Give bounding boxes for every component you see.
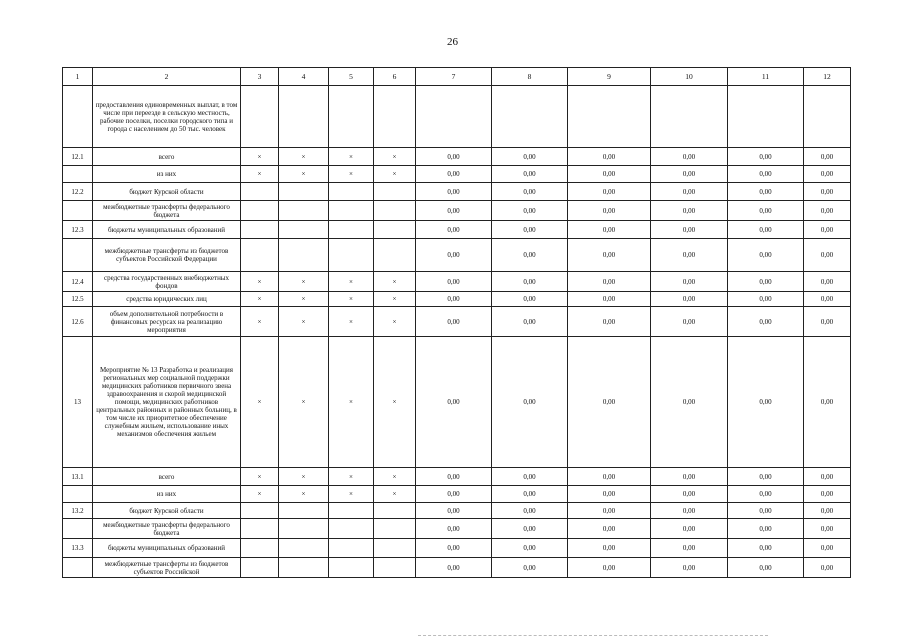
row-number bbox=[63, 166, 93, 183]
table-row bbox=[63, 86, 851, 148]
cell-value: 0,00 bbox=[728, 201, 804, 221]
cell-value: 0,00 bbox=[651, 272, 728, 292]
cell-value: 0,00 bbox=[416, 166, 492, 183]
cell-value: 0,00 bbox=[568, 221, 651, 239]
cell-value: 0,00 bbox=[416, 183, 492, 201]
col-header: 7 bbox=[416, 68, 492, 86]
cell-mark bbox=[241, 519, 279, 539]
cell-value: 0,00 bbox=[651, 503, 728, 519]
cell-mark: × bbox=[279, 337, 329, 468]
cell-value: 0,00 bbox=[728, 183, 804, 201]
cell-value: 0,00 bbox=[416, 486, 492, 503]
table-row bbox=[63, 337, 851, 468]
cell-value: 0,00 bbox=[651, 486, 728, 503]
cell-mark bbox=[279, 86, 329, 148]
cell-mark: × bbox=[374, 337, 416, 468]
cell-value: 0,00 bbox=[728, 486, 804, 503]
row-number: 13 bbox=[63, 337, 93, 468]
row-number bbox=[63, 486, 93, 503]
row-label: бюджеты муниципальных образований bbox=[93, 221, 241, 239]
cell-mark: × bbox=[279, 272, 329, 292]
cell-mark bbox=[329, 519, 374, 539]
cell-value: 0,00 bbox=[804, 201, 851, 221]
cell-value: 0,00 bbox=[728, 519, 804, 539]
col-header: 3 bbox=[241, 68, 279, 86]
cell-mark: × bbox=[241, 148, 279, 166]
cell-mark: × bbox=[374, 272, 416, 292]
col-header: 4 bbox=[279, 68, 329, 86]
cell-value: 0,00 bbox=[416, 148, 492, 166]
cell-value: 0,00 bbox=[651, 148, 728, 166]
cell-mark bbox=[374, 183, 416, 201]
cell-value: 0,00 bbox=[568, 307, 651, 337]
cell-value: 0,00 bbox=[568, 486, 651, 503]
cell-mark bbox=[241, 86, 279, 148]
cell-value: 0,00 bbox=[568, 272, 651, 292]
cell-value: 0,00 bbox=[416, 239, 492, 272]
cell-value: 0,00 bbox=[728, 292, 804, 307]
cell-value: 0,00 bbox=[804, 558, 851, 578]
row-label: межбюджетные трансферты из бюджетов субъектов Российской Федерации bbox=[93, 239, 241, 272]
cell-mark: × bbox=[329, 337, 374, 468]
cell-value: 0,00 bbox=[416, 539, 492, 558]
cell-mark: × bbox=[279, 468, 329, 486]
cell-mark: × bbox=[279, 148, 329, 166]
cell-value: 0,00 bbox=[728, 148, 804, 166]
cell-mark bbox=[374, 539, 416, 558]
cell-value: 0,00 bbox=[804, 486, 851, 503]
col-header: 8 bbox=[492, 68, 568, 86]
cell-mark bbox=[241, 503, 279, 519]
col-header: 5 bbox=[329, 68, 374, 86]
row-label: объем дополнительной потребности в финансовых ресурсах на реализацию мероприятия bbox=[93, 307, 241, 337]
cell-mark: × bbox=[329, 148, 374, 166]
cell-value: 0,00 bbox=[804, 539, 851, 558]
cell-value: 0,00 bbox=[728, 166, 804, 183]
cell-value: 0,00 bbox=[568, 183, 651, 201]
cell-mark bbox=[329, 221, 374, 239]
row-number: 12.3 bbox=[63, 221, 93, 239]
cell-value: 0,00 bbox=[804, 519, 851, 539]
cell-value: 0,00 bbox=[492, 201, 568, 221]
cell-value: 0,00 bbox=[492, 148, 568, 166]
cell-mark bbox=[279, 239, 329, 272]
row-number: 12.4 bbox=[63, 272, 93, 292]
cell-value: 0,00 bbox=[651, 166, 728, 183]
cell-value: 0,00 bbox=[568, 558, 651, 578]
cell-mark: × bbox=[329, 486, 374, 503]
cell-mark: × bbox=[279, 307, 329, 337]
cell-mark bbox=[241, 558, 279, 578]
cell-value: 0,00 bbox=[728, 221, 804, 239]
cell-mark: × bbox=[329, 272, 374, 292]
table-row bbox=[63, 221, 851, 239]
row-label: межбюджетные трансферты федерального бюджета bbox=[93, 201, 241, 221]
cell-mark bbox=[279, 539, 329, 558]
cell-value: 0,00 bbox=[416, 558, 492, 578]
cell-value bbox=[728, 86, 804, 148]
cell-value: 0,00 bbox=[728, 307, 804, 337]
row-label: средства государственных внебюджетных фондов bbox=[93, 272, 241, 292]
cell-mark: × bbox=[329, 166, 374, 183]
table-row bbox=[63, 519, 851, 539]
table-row bbox=[63, 292, 851, 307]
row-number: 12.5 bbox=[63, 292, 93, 307]
cell-value: 0,00 bbox=[651, 539, 728, 558]
cell-mark bbox=[374, 201, 416, 221]
cell-value: 0,00 bbox=[804, 337, 851, 468]
cell-value: 0,00 bbox=[651, 558, 728, 578]
cell-mark bbox=[279, 201, 329, 221]
cell-value: 0,00 bbox=[651, 221, 728, 239]
cell-value: 0,00 bbox=[568, 468, 651, 486]
budget-table bbox=[62, 67, 851, 578]
cell-value: 0,00 bbox=[804, 272, 851, 292]
cell-value: 0,00 bbox=[492, 337, 568, 468]
cell-value: 0,00 bbox=[416, 292, 492, 307]
cell-value: 0,00 bbox=[416, 307, 492, 337]
row-number: 12.6 bbox=[63, 307, 93, 337]
col-header: 12 bbox=[804, 68, 851, 86]
cell-mark: × bbox=[241, 292, 279, 307]
cell-value: 0,00 bbox=[728, 272, 804, 292]
cell-value: 0,00 bbox=[728, 558, 804, 578]
cell-value: 0,00 bbox=[568, 539, 651, 558]
row-number bbox=[63, 519, 93, 539]
row-label: бюджет Курской области bbox=[93, 503, 241, 519]
cell-value: 0,00 bbox=[492, 307, 568, 337]
row-label: бюджет Курской области bbox=[93, 183, 241, 201]
cell-value: 0,00 bbox=[568, 148, 651, 166]
cell-value: 0,00 bbox=[568, 519, 651, 539]
cell-value bbox=[651, 86, 728, 148]
cell-value: 0,00 bbox=[804, 239, 851, 272]
cell-value: 0,00 bbox=[651, 183, 728, 201]
cell-value: 0,00 bbox=[568, 201, 651, 221]
cell-mark bbox=[329, 503, 374, 519]
cell-mark bbox=[241, 239, 279, 272]
table-body bbox=[63, 68, 851, 578]
col-header: 10 bbox=[651, 68, 728, 86]
table-row bbox=[63, 307, 851, 337]
cell-value: 0,00 bbox=[416, 519, 492, 539]
cell-value: 0,00 bbox=[492, 468, 568, 486]
row-number: 13.3 bbox=[63, 539, 93, 558]
cell-mark bbox=[279, 221, 329, 239]
cell-value: 0,00 bbox=[416, 468, 492, 486]
cell-value: 0,00 bbox=[492, 503, 568, 519]
cell-value: 0,00 bbox=[651, 201, 728, 221]
cell-mark: × bbox=[374, 486, 416, 503]
cell-value: 0,00 bbox=[568, 292, 651, 307]
cell-mark bbox=[329, 86, 374, 148]
cell-mark bbox=[279, 558, 329, 578]
cell-value bbox=[804, 86, 851, 148]
cell-mark: × bbox=[374, 148, 416, 166]
cell-mark bbox=[241, 221, 279, 239]
cell-value: 0,00 bbox=[416, 221, 492, 239]
cell-value: 0,00 bbox=[651, 337, 728, 468]
table-row bbox=[63, 166, 851, 183]
table-row bbox=[63, 468, 851, 486]
cell-mark: × bbox=[279, 166, 329, 183]
cell-value: 0,00 bbox=[804, 307, 851, 337]
cell-value: 0,00 bbox=[728, 337, 804, 468]
cell-mark: × bbox=[241, 272, 279, 292]
col-header: 2 bbox=[93, 68, 241, 86]
cell-value: 0,00 bbox=[492, 292, 568, 307]
cell-mark: × bbox=[329, 307, 374, 337]
row-label: предоставления единовременных выплат, в том числе при переезде в сельскую местность, рабочие поселки, поселки городского типа и города с населением до 50 тыс. человек bbox=[93, 86, 241, 148]
cell-value: 0,00 bbox=[568, 337, 651, 468]
row-label: межбюджетные трансферты из бюджетов субъектов Российской bbox=[93, 558, 241, 578]
cell-value: 0,00 bbox=[804, 503, 851, 519]
cell-mark bbox=[374, 86, 416, 148]
row-number bbox=[63, 239, 93, 272]
row-number bbox=[63, 86, 93, 148]
cell-value: 0,00 bbox=[728, 539, 804, 558]
cell-mark bbox=[374, 558, 416, 578]
table-row bbox=[63, 272, 851, 292]
cell-mark: × bbox=[329, 292, 374, 307]
cell-value: 0,00 bbox=[492, 239, 568, 272]
row-label: всего bbox=[93, 468, 241, 486]
cell-value: 0,00 bbox=[416, 201, 492, 221]
cell-mark bbox=[374, 503, 416, 519]
col-header: 11 bbox=[728, 68, 804, 86]
cell-mark: × bbox=[374, 307, 416, 337]
table-row bbox=[63, 183, 851, 201]
cell-value: 0,00 bbox=[728, 503, 804, 519]
cell-mark bbox=[329, 239, 374, 272]
cell-value: 0,00 bbox=[804, 148, 851, 166]
cell-value: 0,00 bbox=[728, 239, 804, 272]
cell-value: 0,00 bbox=[492, 558, 568, 578]
cell-mark: × bbox=[374, 468, 416, 486]
cell-value bbox=[416, 86, 492, 148]
cell-value: 0,00 bbox=[492, 183, 568, 201]
cell-mark: × bbox=[241, 486, 279, 503]
cell-value: 0,00 bbox=[651, 307, 728, 337]
table-row bbox=[63, 486, 851, 503]
row-number: 12.2 bbox=[63, 183, 93, 201]
row-label: бюджеты муниципальных образований bbox=[93, 539, 241, 558]
cell-value: 0,00 bbox=[804, 292, 851, 307]
row-label: межбюджетные трансферты федерального бюджета bbox=[93, 519, 241, 539]
cell-value: 0,00 bbox=[416, 337, 492, 468]
cell-value: 0,00 bbox=[728, 468, 804, 486]
cell-value: 0,00 bbox=[651, 519, 728, 539]
cell-value: 0,00 bbox=[651, 468, 728, 486]
table-row bbox=[63, 503, 851, 519]
cell-mark: × bbox=[374, 292, 416, 307]
cell-mark: × bbox=[241, 307, 279, 337]
table-row bbox=[63, 148, 851, 166]
cell-mark: × bbox=[241, 468, 279, 486]
table-row bbox=[63, 558, 851, 578]
row-label: средства юридических лиц bbox=[93, 292, 241, 307]
cell-mark: × bbox=[241, 166, 279, 183]
cell-value: 0,00 bbox=[804, 166, 851, 183]
row-label: из них bbox=[93, 166, 241, 183]
cell-value: 0,00 bbox=[492, 221, 568, 239]
cell-mark bbox=[329, 539, 374, 558]
row-number bbox=[63, 201, 93, 221]
footer-divider bbox=[418, 635, 768, 636]
cell-mark: × bbox=[279, 486, 329, 503]
row-label: всего bbox=[93, 148, 241, 166]
cell-value: 0,00 bbox=[651, 239, 728, 272]
cell-value: 0,00 bbox=[568, 239, 651, 272]
cell-mark: × bbox=[241, 337, 279, 468]
cell-mark bbox=[241, 539, 279, 558]
col-header: 6 bbox=[374, 68, 416, 86]
cell-value: 0,00 bbox=[651, 292, 728, 307]
cell-mark bbox=[279, 503, 329, 519]
cell-mark: × bbox=[279, 292, 329, 307]
row-label: из них bbox=[93, 486, 241, 503]
row-label: Мероприятие № 13 Разработка и реализация региональных мер социальной поддержки медицинских работников первичного звена здравоохранения и скорой медицинской помощи, медицинских работников центральных районных и районных больниц, в том числе их приоритетное обеспечение служебным жильем, использование иных механизмов обеспечения жильем bbox=[93, 337, 241, 468]
header-row bbox=[63, 68, 851, 86]
cell-mark: × bbox=[329, 468, 374, 486]
cell-value bbox=[492, 86, 568, 148]
cell-value: 0,00 bbox=[492, 486, 568, 503]
cell-value: 0,00 bbox=[492, 272, 568, 292]
page-number: 26 bbox=[447, 36, 458, 48]
row-number: 12.1 bbox=[63, 148, 93, 166]
cell-mark bbox=[329, 183, 374, 201]
table-row bbox=[63, 201, 851, 221]
cell-value: 0,00 bbox=[568, 503, 651, 519]
cell-mark bbox=[241, 201, 279, 221]
cell-mark bbox=[329, 558, 374, 578]
col-header: 9 bbox=[568, 68, 651, 86]
cell-value: 0,00 bbox=[492, 539, 568, 558]
cell-value: 0,00 bbox=[804, 468, 851, 486]
cell-value: 0,00 bbox=[568, 166, 651, 183]
cell-mark bbox=[329, 201, 374, 221]
cell-mark bbox=[374, 239, 416, 272]
row-number: 13.1 bbox=[63, 468, 93, 486]
cell-value: 0,00 bbox=[416, 272, 492, 292]
table-row bbox=[63, 539, 851, 558]
cell-mark bbox=[374, 221, 416, 239]
cell-value: 0,00 bbox=[804, 183, 851, 201]
cell-value bbox=[568, 86, 651, 148]
table-row bbox=[63, 239, 851, 272]
cell-mark: × bbox=[374, 166, 416, 183]
cell-mark bbox=[279, 519, 329, 539]
cell-mark bbox=[241, 183, 279, 201]
cell-value: 0,00 bbox=[804, 221, 851, 239]
col-header: 1 bbox=[63, 68, 93, 86]
cell-mark bbox=[279, 183, 329, 201]
cell-value: 0,00 bbox=[492, 166, 568, 183]
row-number: 13.2 bbox=[63, 503, 93, 519]
row-number bbox=[63, 558, 93, 578]
cell-value: 0,00 bbox=[416, 503, 492, 519]
cell-mark bbox=[374, 519, 416, 539]
cell-value: 0,00 bbox=[492, 519, 568, 539]
